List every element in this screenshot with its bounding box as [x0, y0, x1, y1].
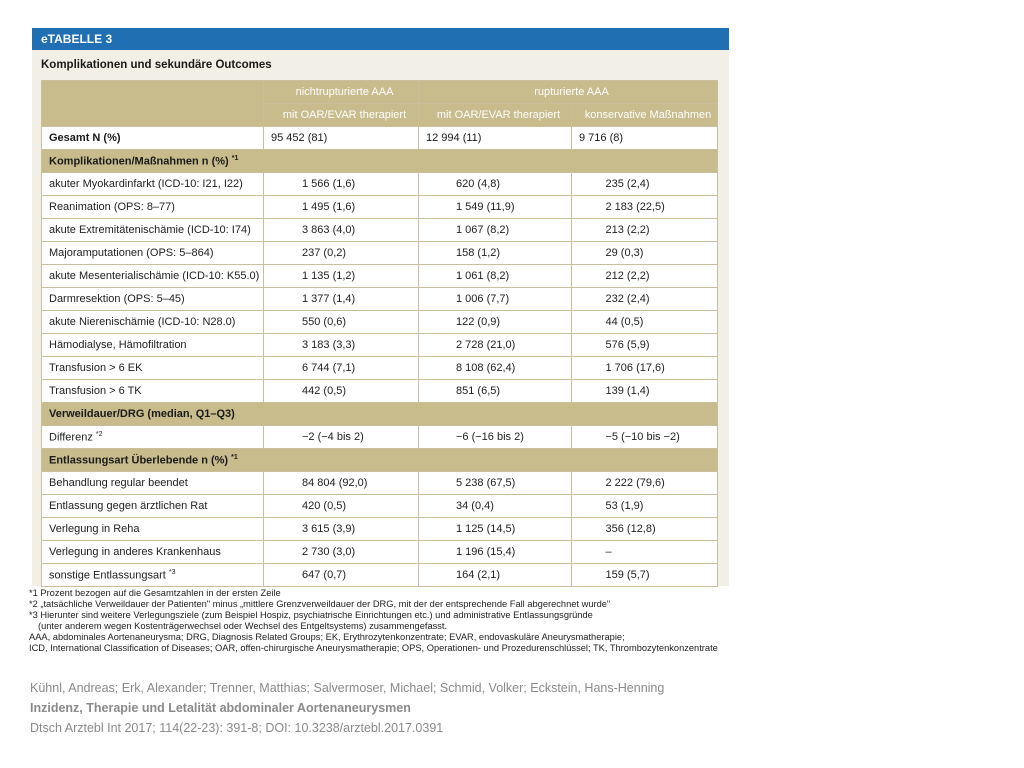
cell-value: 3 863 (4,0): [264, 219, 419, 242]
cell-value: 122 (0,9): [419, 311, 572, 334]
row-label: Transfusion > 6 TK: [42, 380, 264, 403]
cell-value: 550 (0,6): [264, 311, 419, 334]
cell-value: 29 (0,3): [572, 242, 718, 265]
table-panel: [32, 28, 729, 586]
row-label: Reanimation (OPS: 8–77): [42, 196, 264, 219]
cell-value: 1 706 (17,6): [572, 357, 718, 380]
cell-value: 1 125 (14,5): [419, 518, 572, 541]
row-label: Verlegung in anderes Krankenhaus: [42, 541, 264, 564]
column-header: mit OAR/EVAR therapiert: [264, 104, 419, 127]
cell-value: 9 716 (8): [572, 127, 718, 150]
table-row: [42, 311, 718, 334]
row-label: Differenz $^{*2}$: [42, 426, 264, 449]
row-label: akute Nierenischämie (ICD-10: N28.0): [42, 311, 264, 334]
cell-value: 2 222 (79,6): [572, 472, 718, 495]
cell-value: 442 (0,5): [264, 380, 419, 403]
cell-value: 12 994 (11): [419, 127, 572, 150]
cell-value: −6 (−16 bis 2): [419, 426, 572, 449]
cell-value: 1 549 (11,9): [419, 196, 572, 219]
citation-authors: Kühnl, Andreas; Erk, Alexander; Trenner, Matthias; Salvermoser, Michael; Schmid, Volker; Eckstein, Hans-Henning: [30, 681, 665, 695]
cell-value: 212 (2,2): [572, 265, 718, 288]
row-label: Entlassung gegen ärztlichen Rat: [42, 495, 264, 518]
row-label: Hämodialyse, Hämofiltration: [42, 334, 264, 357]
cell-value: 1 196 (15,4): [419, 541, 572, 564]
table-row: [42, 426, 718, 449]
section-title: Komplikationen/Maßnahmen n (%) $^{*1}$: [42, 150, 718, 173]
table-row: [42, 541, 718, 564]
row-label: Gesamt N (%): [42, 127, 264, 150]
cell-value: 158 (1,2): [419, 242, 572, 265]
citation: [30, 678, 664, 738]
table-subtitle: Komplikationen und sekundäre Outcomes: [41, 59, 272, 71]
cell-value: 95 452 (81): [264, 127, 419, 150]
header-blank: [42, 81, 264, 127]
table-row: [42, 380, 718, 403]
footnote-line: *1 Prozent bezogen auf die Gesamtzahlen in der ersten Zeile: [29, 588, 281, 598]
section-title: Entlassungsart Überlebende n (%) $^{*1}$: [42, 449, 718, 472]
total-row: [42, 127, 718, 150]
column-header: konservative Maßnahmen: [572, 104, 718, 127]
row-label: akute Extremitätenischämie (ICD-10: I74): [42, 219, 264, 242]
footnote-line: *2 „tatsächliche Verweildauer der Patienten" minus „mittlere Grenzverweildauer der DRG, mit der der entsprechende Fall abgerechnet wurde": [29, 599, 611, 610]
table-row: [42, 265, 718, 288]
cell-value: 159 (5,7): [572, 564, 718, 587]
table-row: [42, 219, 718, 242]
footnotes: [29, 588, 719, 655]
cell-value: 8 108 (62,4): [419, 357, 572, 380]
cell-value: 356 (12,8): [572, 518, 718, 541]
cell-value: 851 (6,5): [419, 380, 572, 403]
citation-source: Dtsch Arztebl Int 2017; 114(22-23): 391-8; DOI: 10.3238/arztebl.2017.0391: [30, 721, 444, 735]
column-header: mit OAR/EVAR therapiert: [419, 104, 572, 127]
cell-value: 232 (2,4): [572, 288, 718, 311]
table-row: [42, 564, 718, 587]
cell-value: 1 566 (1,6): [264, 173, 419, 196]
section-header-row: [42, 150, 718, 173]
cell-value: −2 (−4 bis 2): [264, 426, 419, 449]
cell-value: 1 495 (1,6): [264, 196, 419, 219]
row-label: Behandlung regular beendet: [42, 472, 264, 495]
cell-value: 420 (0,5): [264, 495, 419, 518]
table-row: [42, 518, 718, 541]
table-row: [42, 495, 718, 518]
row-label: akuter Myokardinfarkt (ICD-10: I21, I22): [42, 173, 264, 196]
cell-value: 5 238 (67,5): [419, 472, 572, 495]
cell-value: 164 (2,1): [419, 564, 572, 587]
outcomes-table: [41, 80, 718, 587]
cell-value: 44 (0,5): [572, 311, 718, 334]
cell-value: 2 183 (22,5): [572, 196, 718, 219]
footnote-line: *3 Hierunter sind weitere Verlegungsziele (zum Beispiel Hospiz, psychiatrische Einrichtungen etc.) und administrative Entlassungsgründe: [29, 610, 593, 621]
cell-value: 34 (0,4): [419, 495, 572, 518]
table-row: [42, 472, 718, 495]
row-label: sonstige Entlassungsart $^{*3}$: [42, 564, 264, 587]
table-row: [42, 334, 718, 357]
cell-value: 3 615 (3,9): [264, 518, 419, 541]
cell-value: 620 (4,8): [419, 173, 572, 196]
group-header-ruptured: rupturierte AAA: [419, 81, 718, 104]
cell-value: 53 (1,9): [572, 495, 718, 518]
table-row: [42, 357, 718, 380]
table-row: [42, 242, 718, 265]
cell-value: 237 (0,2): [264, 242, 419, 265]
footnote-line: AAA, abdominales Aortenaneurysma; DRG, Diagnosis Related Groups; EK, Erythrozytenkonzentrate; EVAR, endovaskuläre Aneurysmatherapie;: [29, 632, 625, 643]
cell-value: −5 (−10 bis −2): [572, 426, 718, 449]
cell-value: 3 183 (3,3): [264, 334, 419, 357]
row-label: Verlegung in Reha: [42, 518, 264, 541]
cell-value: 213 (2,2): [572, 219, 718, 242]
cell-value: 647 (0,7): [264, 564, 419, 587]
cell-value: 2 728 (21,0): [419, 334, 572, 357]
row-label: Darmresektion (OPS: 5–45): [42, 288, 264, 311]
cell-value: 1 006 (7,7): [419, 288, 572, 311]
table-label: eTABELLE 3: [32, 28, 729, 50]
cell-value: 576 (5,9): [572, 334, 718, 357]
citation-title: Inzidenz, Therapie und Letalität abdominaler Aortenaneurysmen: [30, 701, 411, 715]
cell-value: 1 061 (8,2): [419, 265, 572, 288]
cell-value: 1 067 (8,2): [419, 219, 572, 242]
row-label: Majoramputationen (OPS: 5–864): [42, 242, 264, 265]
section-header-row: [42, 449, 718, 472]
cell-value: –: [572, 541, 718, 564]
cell-value: 84 804 (92,0): [264, 472, 419, 495]
group-header-nonruptured: nichtrupturierte AAA: [264, 81, 419, 104]
table-row: [42, 196, 718, 219]
cell-value: 1 135 (1,2): [264, 265, 419, 288]
cell-value: 235 (2,4): [572, 173, 718, 196]
cell-value: 139 (1,4): [572, 380, 718, 403]
cell-value: 6 744 (7,1): [264, 357, 419, 380]
footnote-line: ICD, International Classification of Diseases; OAR, offen-chirurgische Aneurysmatherapie; OPS, Operationen- und Prozedurenschlüssel; TK, Thrombozytenkonzentrate: [29, 643, 718, 654]
row-label: Transfusion > 6 EK: [42, 357, 264, 380]
cell-value: 1 377 (1,4): [264, 288, 419, 311]
table-row: [42, 288, 718, 311]
cell-value: 2 730 (3,0): [264, 541, 419, 564]
section-title: Verweildauer/DRG (median, Q1–Q3): [42, 403, 718, 426]
table-row: [42, 173, 718, 196]
footnote-line: (unter anderem wegen Kostenträgerwechsel oder Wechsel des Entgeltsystems) zusammengefasst.: [38, 621, 448, 632]
row-label: akute Mesenterialischämie (ICD-10: K55.0): [42, 265, 264, 288]
section-header-row: [42, 403, 718, 426]
